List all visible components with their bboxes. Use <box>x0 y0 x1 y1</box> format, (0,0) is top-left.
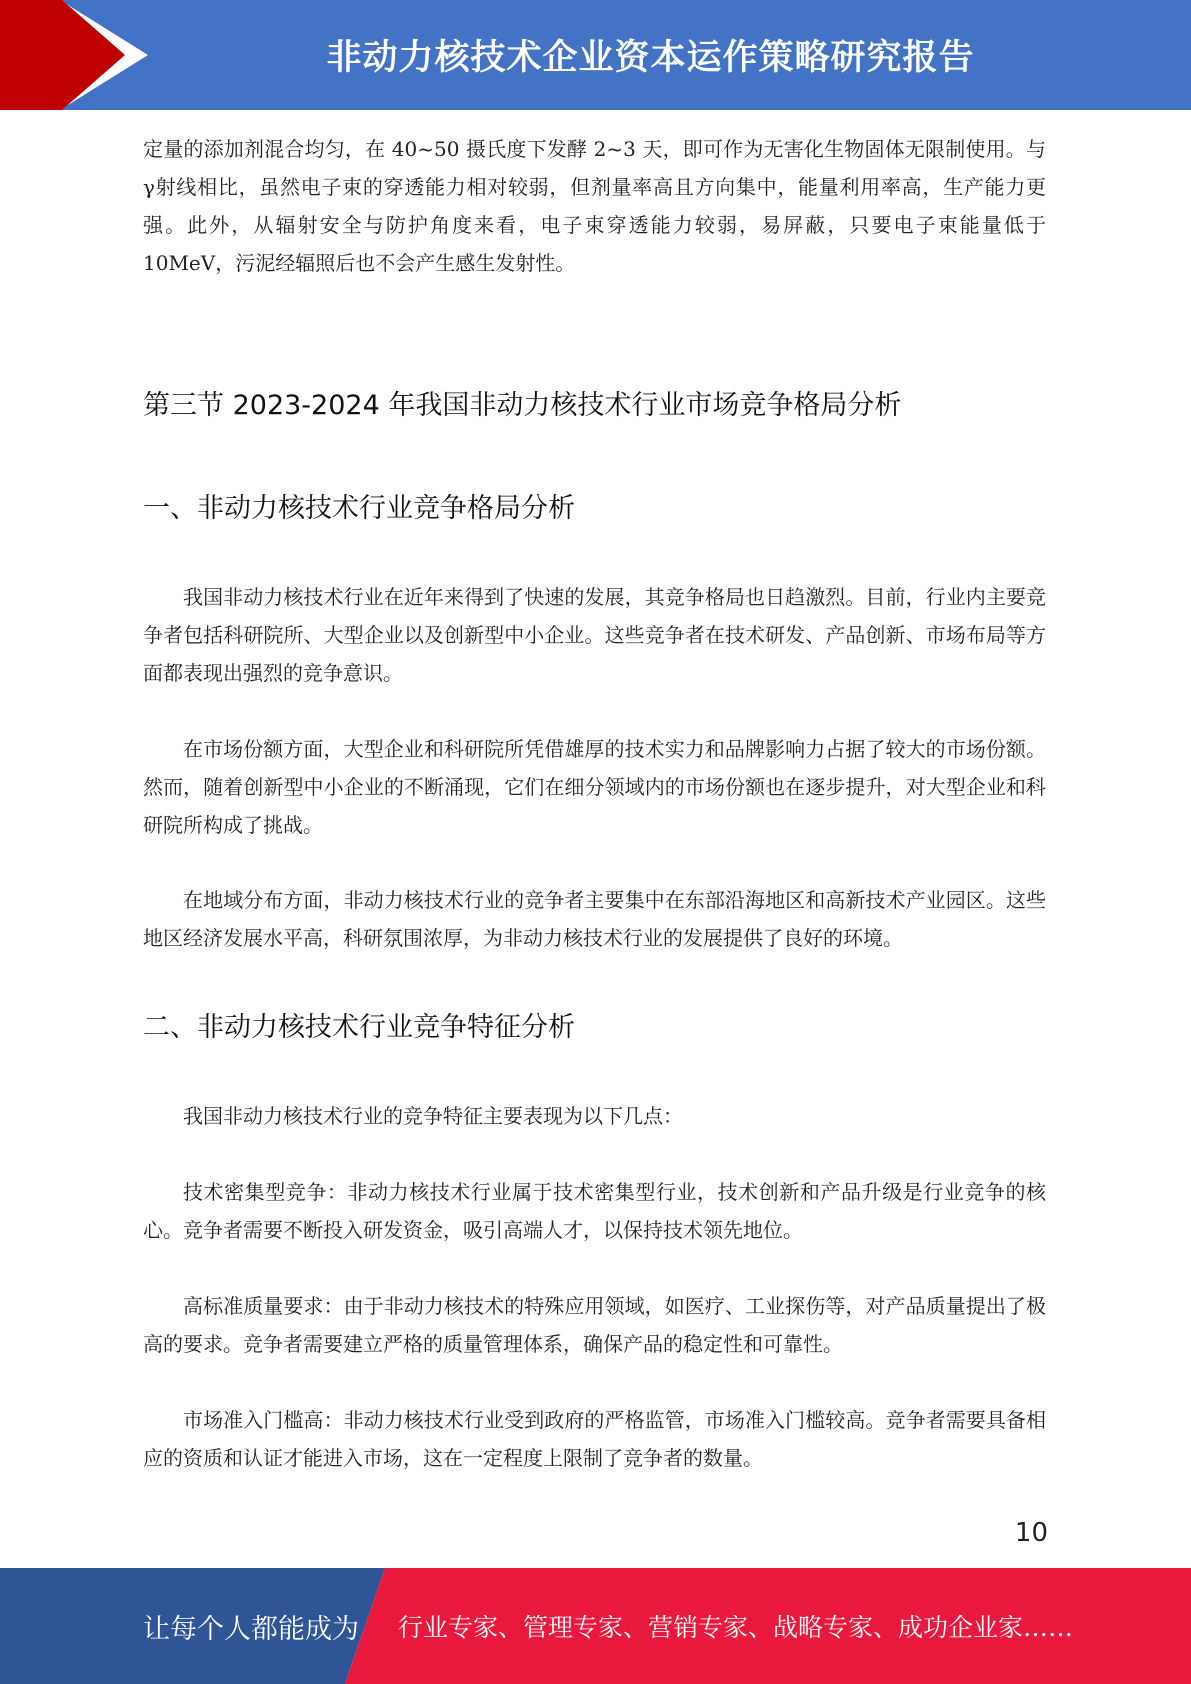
page-footer-banner <box>0 1568 1191 1684</box>
paragraph: 我国非动力核技术行业的竞争特征主要表现为以下几点： <box>183 1104 683 1128</box>
page-number: 10 <box>1014 1518 1048 1548</box>
paragraph: 高标准质量要求：由于非动力核技术的特殊应用领域，如医疗、工业探伤等，对产品质量提出了极高的要求。竞争者需要建立严格的质量管理体系，确保产品的稳定性和可靠性。 <box>143 1294 1046 1356</box>
report-title: 非动力核技术企业资本运作策略研究报告 <box>326 38 975 78</box>
subsection-heading-2: 二、非动力核技术行业竞争特征分析 <box>143 1012 575 1043</box>
paragraph: 技术密集型竞争：非动力核技术行业属于技术密集型行业，技术创新和产品升级是行业竞争的核心。竞争者需要不断投入研发资金，吸引高端人才，以保持技术领先地位。 <box>143 1180 1046 1242</box>
paragraph: 在市场份额方面，大型企业和科研院所凭借雄厚的技术实力和品牌影响力占据了较大的市场份额。然而，随着创新型中小企业的不断涌现，它们在细分领域内的市场份额也在逐步提升，对大型企业和科研院所构成了挑战。 <box>143 737 1046 837</box>
footer-slogan-right: 行业专家、管理专家、营销专家、战略专家、成功企业家…… <box>398 1613 1074 1642</box>
paragraph: 市场准入门槛高：非动力核技术行业受到政府的严格监管，市场准入门槛较高。竞争者需要具备相应的资质和认证才能进入市场，这在一定程度上限制了竞争者的数量。 <box>143 1408 1046 1470</box>
paragraph: 我国非动力核技术行业在近年来得到了快速的发展，其竞争格局也日趋激烈。目前，行业内主要竞争者包括科研院所、大型企业以及创新型中小企业。这些竞争者在技术研发、产品创新、市场布局等方面都表现出强烈的竞争意识。 <box>143 585 1046 685</box>
footer-slogan-left: 让每个人都能成为 <box>143 1613 359 1645</box>
section-heading: 第三节 2023-2024 年我国非动力核技术行业市场竞争格局分析 <box>143 390 902 421</box>
subsection-heading-1: 一、非动力核技术行业竞争格局分析 <box>143 493 575 524</box>
header-chevron-decoration <box>0 0 160 110</box>
page-header-bar <box>0 0 1191 110</box>
paragraph: 在地域分布方面，非动力核技术行业的竞争者主要集中在东部沿海地区和高新技术产业园区。这些地区经济发展水平高，科研氛围浓厚，为非动力核技术行业的发展提供了良好的环境。 <box>143 888 1046 950</box>
intro-paragraph: 定量的添加剂混合均匀，在 40~50 摄氏度下发酵 2~3 天，即可作为无害化生物固体无限制使用。与γ射线相比，虽然电子束的穿透能力相对较弱，但剂量率高且方向集中，能量利用率高，生产能力更强。此外，从辐射安全与防护角度来看，电子束穿透能力较弱，易屏蔽，只要电子束能量低于 10MeV，污泥经辐照后也不会产生感生发射性。 <box>143 137 1046 275</box>
